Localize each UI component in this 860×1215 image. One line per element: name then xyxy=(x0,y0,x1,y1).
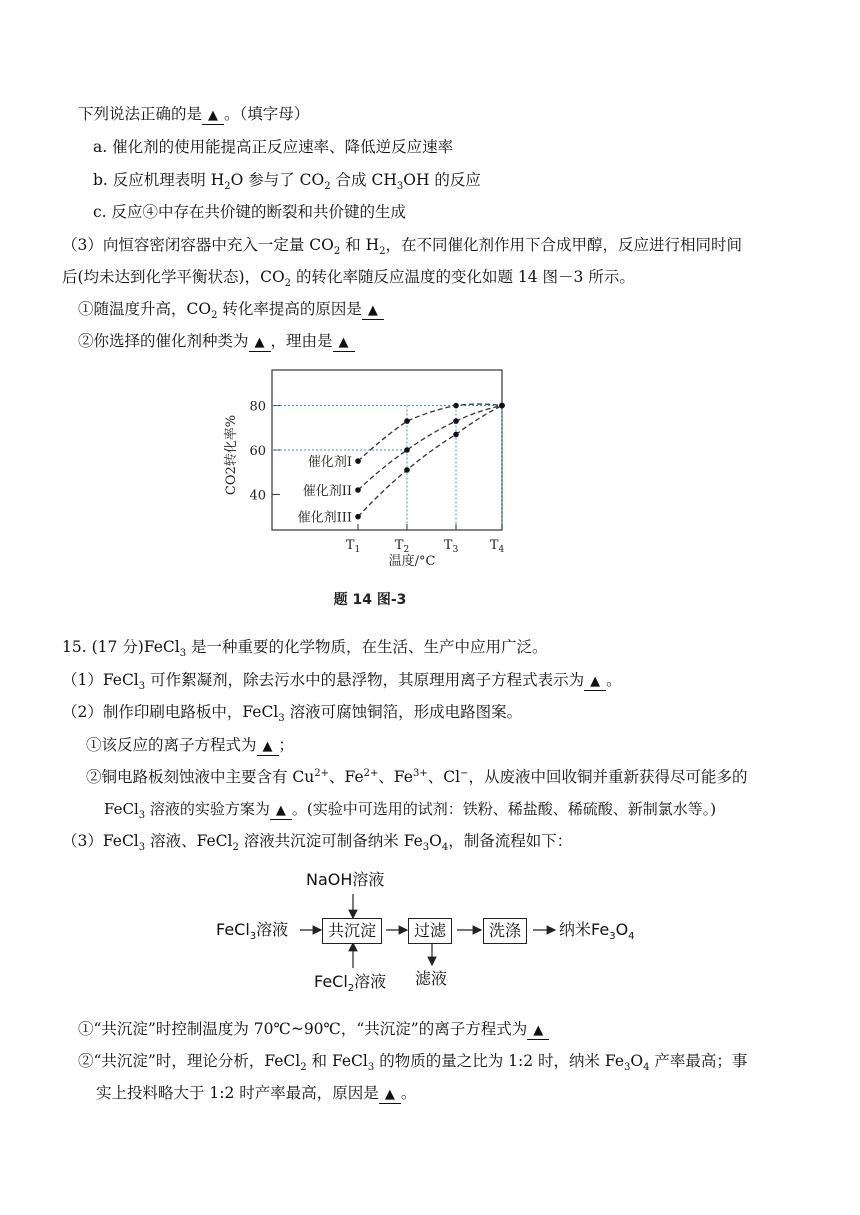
plot-frame xyxy=(272,370,502,530)
q14-sub1: ①随温度升高，$CO_2$ 转化率提高的原因是 ▲ xyxy=(78,298,384,320)
data-point xyxy=(355,514,361,520)
data-point xyxy=(453,403,459,409)
filtration-box: 过滤 xyxy=(408,918,452,944)
data-point xyxy=(453,432,459,438)
conversion-chart xyxy=(215,360,525,610)
answer-blank[interactable]: ▲ xyxy=(379,1087,401,1104)
product-label: 纳米$Fe_3O_4$ xyxy=(559,920,635,943)
answer-blank[interactable]: ▲ xyxy=(270,803,292,820)
x-axis-label: 温度/°C xyxy=(388,554,436,569)
answer-blank[interactable]: ▲ xyxy=(362,303,384,320)
answer-blank[interactable]: ▲ xyxy=(333,335,355,352)
q15-part3-sub2: ②“共沉淀”时，理论分析，FeCl$_2$ 和 FeCl$_3$ 的物质的量之比为 1:2 时，纳米 $Fe_3O_4$ 产率最高；事 xyxy=(78,1052,748,1074)
q15-part1: （1）FeCl$_3$ 可作絮凝剂，除去污水中的悬浮物，其原理用离子方程式表示为 ▲ 。 xyxy=(62,671,622,693)
q15-part3-sub2-line2: 实上投料略大于 1:2 时产率最高，原因是 ▲ 。 xyxy=(96,1084,417,1102)
x-tick-label: $T_4$ xyxy=(489,538,505,555)
q14-sub2: ②你选择的催化剂种类为 ▲ ，理由是 ▲ xyxy=(78,330,355,352)
data-point xyxy=(404,418,410,424)
coprecipitation-box: 共沉淀 xyxy=(322,918,382,944)
answer-blank[interactable]: ▲ xyxy=(257,739,279,756)
data-point xyxy=(499,403,505,409)
series-label: 催化剂I xyxy=(307,455,352,471)
q15-part2-sub1: ①该反应的离子方程式为 ▲ ； xyxy=(86,736,295,754)
series-line xyxy=(358,406,502,517)
answer-blank[interactable]: ▲ xyxy=(249,335,271,352)
fecl3-label: FeCl$_3$溶液 xyxy=(216,920,289,943)
fecl2-label: FeCl$_2$溶液 xyxy=(314,972,387,995)
option-a: a. 催化剂的使用能提高正反应速率、降低逆反应速率 xyxy=(93,138,454,156)
series-label: 催化剂III xyxy=(297,510,352,526)
q15-part3-sub1: ①“共沉淀”时控制温度为 70℃~90℃，“共沉淀”的离子方程式为 ▲ xyxy=(78,1018,549,1040)
data-point xyxy=(404,467,410,473)
q14-intro: 下列说法正确的是 ▲ 。（填字母） xyxy=(78,105,310,123)
series-line xyxy=(358,406,502,490)
y-tick-label: 40 xyxy=(249,488,266,504)
q14-part3-line2: 后(均未达到化学平衡状态)，$CO_2$ 的转化率随反应温度的变化如题 14 图－3 所示。 xyxy=(62,268,635,290)
data-point xyxy=(404,447,410,453)
conversion-chart-svg xyxy=(215,360,525,610)
series-label: 催化剂II xyxy=(302,484,352,499)
y-tick-label: 80 xyxy=(249,399,266,415)
q15-part2-sub2: ②铜电路板刻蚀液中主要含有 $Cu^{2+}$、$Fe^{2+}$、$Fe^{3+}$、Cl−，从废液中回收铜并重新获得尽可能多的 xyxy=(86,767,748,786)
q15-part2-sub2-line2: FeCl$_3$ 溶液的实验方案为 ▲ 。(实验中可选用的试剂：铁粉、稀盐酸、稀硫酸、新制氯水等。) xyxy=(104,800,717,821)
x-tick-label: $T_1$ xyxy=(345,538,361,555)
naoh-label: NaOH溶液 xyxy=(306,870,385,889)
answer-blank[interactable]: ▲ xyxy=(584,674,606,691)
data-point xyxy=(355,458,361,464)
q15-part3: （3）FeCl$_3$ 溶液、FeCl$_2$ 溶液共沉淀可制备纳米 $Fe_3O_4$，制备流程如下： xyxy=(62,832,573,854)
figure-caption: 题 14 图-3 xyxy=(333,592,407,608)
option-c: c. 反应④中存在共价键的断裂和共价键的生成 xyxy=(93,203,407,221)
answer-blank[interactable]: ▲ xyxy=(202,108,224,125)
y-axis-label: CO2转化率% xyxy=(224,414,239,496)
data-point xyxy=(453,418,459,424)
y-tick-label: 60 xyxy=(249,444,266,459)
option-b: b. 反应机理表明 $H_2O$ 参与了 $CO_2$ 合成 $CH_3OH$ 的反应 xyxy=(93,171,481,193)
q15-part2: （2）制作印刷电路板中，FeCl$_3$ 溶液可腐蚀铜箔，形成电路图案。 xyxy=(62,703,523,725)
x-tick-label: $T_3$ xyxy=(443,538,459,555)
answer-blank[interactable]: ▲ xyxy=(527,1023,549,1040)
q14-part3-line1: （3）向恒容密闭容器中充入一定量 $CO_2$ 和 $H_2$，在不同催化剂作用下合成甲醇，反应进行相同时间 xyxy=(62,236,742,258)
data-point xyxy=(355,487,361,493)
washing-box: 洗涤 xyxy=(483,918,527,944)
x-tick-label: $T_2$ xyxy=(394,538,410,555)
filtrate-label: 滤液 xyxy=(415,969,448,988)
preparation-flowchart xyxy=(210,868,670,998)
q15-heading: 15. (17 分)FeCl$_3$ 是一种重要的化学物质，在生活、生产中应用广泛。 xyxy=(62,638,548,660)
